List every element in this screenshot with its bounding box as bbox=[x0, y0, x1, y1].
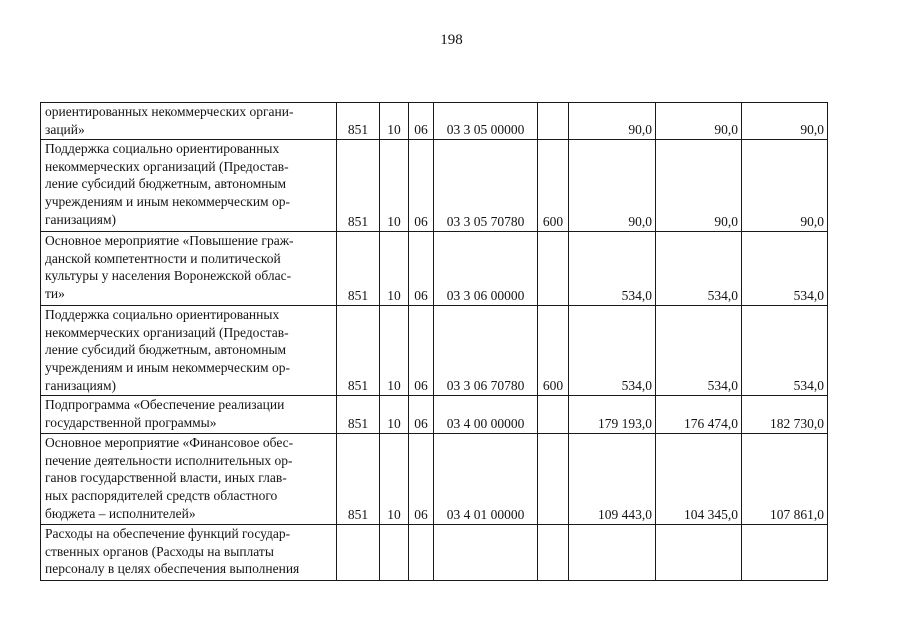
row-description bbox=[41, 232, 337, 306]
subsection-code: 06 bbox=[409, 103, 434, 140]
table-row bbox=[41, 434, 828, 525]
target-article-code: 03 3 05 00000 bbox=[434, 103, 538, 140]
expense-type-code bbox=[538, 434, 569, 525]
amount-year-1 bbox=[569, 525, 656, 581]
description-line: ти» bbox=[45, 285, 65, 301]
description-line: учреждениям и иным некоммерческим ор- bbox=[45, 359, 290, 375]
amount-year-1: 90,0 bbox=[569, 140, 656, 232]
table-row bbox=[41, 232, 828, 306]
table-row bbox=[41, 103, 828, 140]
amount-year-1: 534,0 bbox=[569, 232, 656, 306]
amount-year-1: 534,0 bbox=[569, 306, 656, 396]
table-row bbox=[41, 306, 828, 396]
row-description bbox=[41, 396, 337, 434]
description-line: ганов государственной власти, иных глав- bbox=[45, 470, 287, 486]
expense-type-code bbox=[538, 525, 569, 581]
amount-year-2: 534,0 bbox=[656, 232, 742, 306]
row-description bbox=[41, 434, 337, 525]
page-number: 198 bbox=[440, 32, 463, 48]
table-body bbox=[41, 103, 828, 581]
target-article-code: 03 3 05 70780 bbox=[434, 140, 538, 232]
amount-year-2: 104 345,0 bbox=[656, 434, 742, 525]
subsection-code: 06 bbox=[409, 306, 434, 396]
amount-year-3: 534,0 bbox=[742, 306, 828, 396]
target-article-code: 03 3 06 70780 bbox=[434, 306, 538, 396]
description-line: ных распорядителей средств областного bbox=[45, 487, 278, 503]
row-description bbox=[41, 140, 337, 232]
ministry-code: 851 bbox=[337, 232, 380, 306]
description-line: ственных органов (Расходы на выплаты bbox=[45, 543, 274, 559]
description-line: бюджета – исполнителей» bbox=[45, 505, 196, 521]
description-line: государственной программы» bbox=[45, 414, 217, 430]
description-line: ганизациям) bbox=[45, 377, 117, 393]
description-line: Расходы на обеспечение функций государ- bbox=[45, 526, 291, 542]
description-line: данской компетентности и политической bbox=[45, 250, 281, 266]
expense-type-code: 600 bbox=[538, 140, 569, 232]
subsection-code: 06 bbox=[409, 232, 434, 306]
description-line: культуры у населения Воронежской облас- bbox=[45, 268, 292, 284]
target-article-code: 03 4 01 00000 bbox=[434, 434, 538, 525]
amount-year-2: 90,0 bbox=[656, 103, 742, 140]
description-line: Поддержка социально ориентированных bbox=[45, 307, 280, 323]
amount-year-1: 179 193,0 bbox=[569, 396, 656, 434]
budget-table bbox=[40, 102, 828, 581]
ministry-code: 851 bbox=[337, 396, 380, 434]
ministry-code: 851 bbox=[337, 140, 380, 232]
section-code: 10 bbox=[380, 396, 409, 434]
section-code: 10 bbox=[380, 434, 409, 525]
description-line: некоммерческих организаций (Предостав- bbox=[45, 158, 289, 174]
amount-year-3: 534,0 bbox=[742, 232, 828, 306]
expense-type-code bbox=[538, 103, 569, 140]
description-line: Основное мероприятие «Финансовое обес- bbox=[45, 435, 294, 451]
section-code: 10 bbox=[380, 306, 409, 396]
row-description bbox=[41, 306, 337, 396]
ministry-code: 851 bbox=[337, 434, 380, 525]
description-line: Подпрограмма «Обеспечение реализации bbox=[45, 397, 285, 413]
expense-type-code bbox=[538, 232, 569, 306]
amount-year-3: 107 861,0 bbox=[742, 434, 828, 525]
ministry-code bbox=[337, 525, 380, 581]
target-article-code: 03 4 00 00000 bbox=[434, 396, 538, 434]
section-code: 10 bbox=[380, 140, 409, 232]
description-line: Поддержка социально ориентированных bbox=[45, 141, 280, 157]
row-description bbox=[41, 525, 337, 581]
subsection-code: 06 bbox=[409, 140, 434, 232]
section-code: 10 bbox=[380, 103, 409, 140]
description-line: заций» bbox=[45, 121, 85, 137]
description-line: ление субсидий бюджетным, автономным bbox=[45, 176, 287, 192]
amount-year-2: 534,0 bbox=[656, 306, 742, 396]
subsection-code bbox=[409, 525, 434, 581]
target-article-code bbox=[434, 525, 538, 581]
section-code bbox=[380, 525, 409, 581]
description-line: ориентированных некоммерческих органи- bbox=[45, 104, 294, 119]
amount-year-3: 90,0 bbox=[742, 103, 828, 140]
subsection-code: 06 bbox=[409, 434, 434, 525]
amount-year-2: 90,0 bbox=[656, 140, 742, 232]
table-row bbox=[41, 525, 828, 581]
amount-year-1: 109 443,0 bbox=[569, 434, 656, 525]
expense-type-code: 600 bbox=[538, 306, 569, 396]
row-description bbox=[41, 103, 337, 140]
amount-year-2: 176 474,0 bbox=[656, 396, 742, 434]
description-line: ганизациям) bbox=[45, 211, 117, 227]
table-row bbox=[41, 396, 828, 434]
table-row bbox=[41, 140, 828, 232]
target-article-code: 03 3 06 00000 bbox=[434, 232, 538, 306]
subsection-code: 06 bbox=[409, 396, 434, 434]
expense-type-code bbox=[538, 396, 569, 434]
amount-year-1: 90,0 bbox=[569, 103, 656, 140]
ministry-code: 851 bbox=[337, 103, 380, 140]
description-line: персоналу в целях обеспечения выполнения bbox=[45, 561, 300, 577]
description-line: некоммерческих организаций (Предостав- bbox=[45, 324, 289, 340]
amount-year-3 bbox=[742, 525, 828, 581]
ministry-code: 851 bbox=[337, 306, 380, 396]
amount-year-3: 182 730,0 bbox=[742, 396, 828, 434]
description-line: ление субсидий бюджетным, автономным bbox=[45, 342, 287, 358]
description-line: печение деятельности исполнительных ор- bbox=[45, 452, 293, 468]
amount-year-2 bbox=[656, 525, 742, 581]
amount-year-3: 90,0 bbox=[742, 140, 828, 232]
description-line: Основное мероприятие «Повышение граж- bbox=[45, 233, 294, 249]
description-line: учреждениям и иным некоммерческим ор- bbox=[45, 193, 290, 209]
section-code: 10 bbox=[380, 232, 409, 306]
